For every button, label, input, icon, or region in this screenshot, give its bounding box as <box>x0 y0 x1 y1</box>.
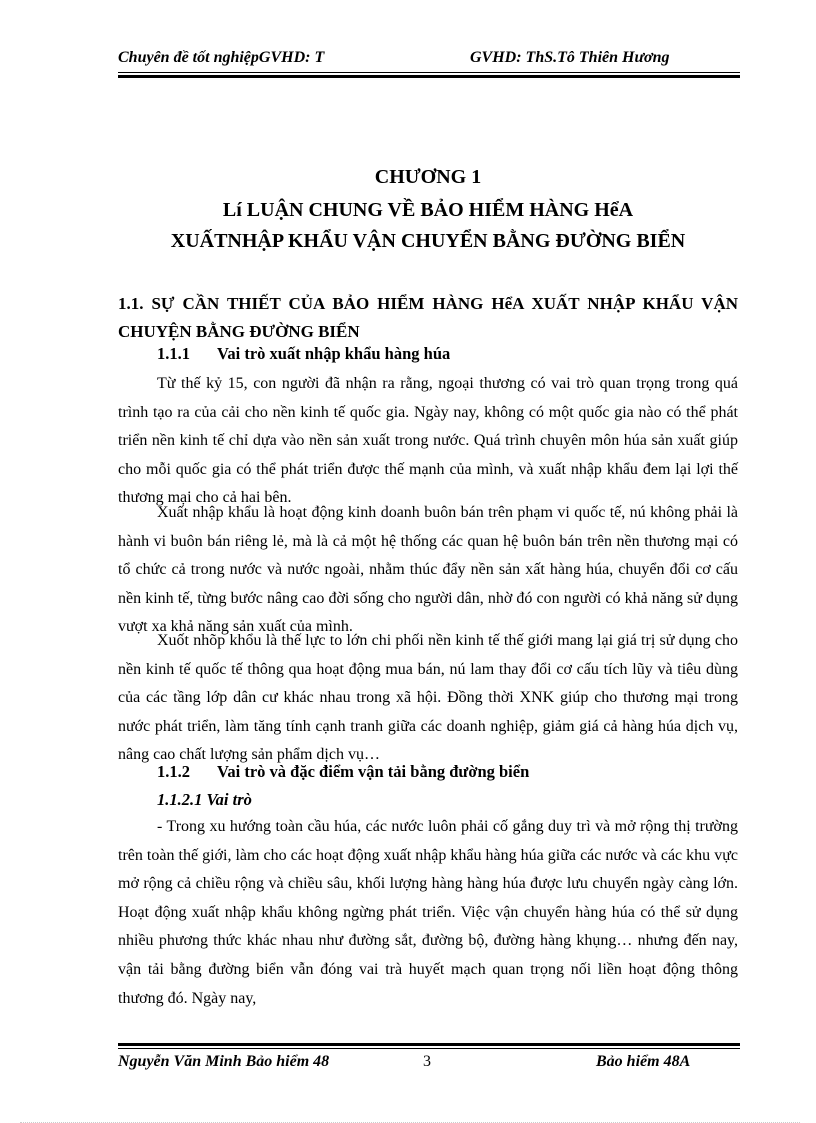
paragraph: - Trong xu hướng toàn cầu húa, các nước luôn phải cố gắng duy trì và mở rộng thị trường trên toàn thế giới, làm cho các hoạt động xuất nhập khẩu hàng húa giữa các nước và các khu vực mở rộng cả chiều rộng và chiều sâu, khối lượng hàng hàng húa được lưu chuyển ngày càng lớn. Hoạt động xuất nhập khẩu không ngừng phát triển. Việc vận chuyển hàng húa có thể sử dụng nhiều phương thức khác nhau như đường sắt, đường bộ, đường hàng khụng… nhưng đến nay, vận tải bằng đường biển vẫn đóng vai trà huyết mạch quan trọng nối liền hoạt động thông thương đó. Ngày nay, <box>118 818 738 1007</box>
section-heading-1-1: 1.1. SỰ CẦN THIẾT CỦA BẢO HIỂM HÀNG HểA XUẤT NHẬP KHẨU VẬN CHUYỆN BẰNG ĐƯỜNG BIỂN <box>118 294 738 341</box>
section-title: Vai trò xuất nhập khẩu hàng húa <box>217 344 451 363</box>
section-heading-1-1-2 <box>157 762 529 782</box>
header-rule-thick <box>118 75 740 78</box>
paragraph: Xuất nhập khẩu là hoạt động kinh doanh buôn bán trên phạm vi quốc tế, nú không phải là hành vi buôn bán riêng lẻ, mà là cả một hệ thống các quan hệ buôn bán trên nền thương mại có tổ chức cả trong nước và nước ngoài, nhằm thúc đẩy nền sản xất hàng húa, chuyển đổi cơ cấu nền kinh tế, từng bước nâng cao đời sống cho người dân, nhờ đó con người có khả năng sử dụng vượt xa khả năng sản xuất của mình. <box>118 504 738 636</box>
footer-author: Nguyễn Văn Minh Bảo hiểm 48 <box>118 1053 330 1070</box>
page-number: 3 <box>423 1053 431 1070</box>
page-footer <box>118 1053 738 1075</box>
paragraph: Xuốt nhõp khổu là thế lực to lớn chi phối nền kinh tế thế giới mang lại giá trị sử dụng cho nền kinh tế quốc tế thông qua hoạt động mua bán, nú lam thay đổi cơ cấu tích lũy và tiêu dùng của các tầng lớp dân cư khác nhau trong xã hội. Đồng thời XNK giúp cho thương mại trong nước phát triển, làm tăng tính cạnh tranh giữa các doanh nghiệp, giảm giá cả hàng húa dịch vụ, nâng cao chất lượng sản phẩm dịch vụ… <box>118 632 738 764</box>
page-header <box>118 49 738 71</box>
footer-rule-thin <box>118 1048 740 1049</box>
chapter-title-line-1: Lí LUẬN CHUNG VỀ BẢO HIỂM HÀNG HểA <box>222 199 634 221</box>
section-number: 1.1.1 <box>157 344 190 363</box>
chapter-title-line-2: XUẤTNHẬP KHẨU VẬN CHUYỂN BẰNG ĐƯỜNG BIỂN <box>170 230 686 252</box>
section-title: Vai trò và đặc điểm vận tải bằng đường biển <box>217 762 530 781</box>
chapter-number: CHƯƠNG 1 <box>374 166 482 188</box>
paragraph: Từ thế kỷ 15, con người đã nhận ra rằng, ngoại thương có vai trò quan trọng trong quá trình tạo ra của cải cho nền kinh tế quốc gia. Ngày nay, không có một quốc gia nào có thể phát triển nền kinh tế chỉ dựa vào nền sản xuất trong nước. Quá trình chuyên môn húa sản xuất giúp cho mỗi quốc gia có thể phát triển được thế mạnh của mình, và xuất nhập khẩu đem lại lợi thế thương mại cho cả hai bên. <box>118 375 738 507</box>
section-number: 1.1.2 <box>157 762 190 781</box>
footer-class: Bảo hiểm 48A <box>596 1053 691 1070</box>
footer-rule-thick <box>118 1043 740 1046</box>
header-left-text: Chuyên đề tốt nghiệpGVHD: T <box>118 49 325 66</box>
section-heading-1-1-1 <box>157 344 450 364</box>
header-rule-thin <box>118 72 740 73</box>
section-heading-1-1-2-1: 1.1.2.1 Vai trò <box>157 790 252 809</box>
header-right-text: GVHD: ThS.Tô Thiên Hương <box>470 49 670 66</box>
